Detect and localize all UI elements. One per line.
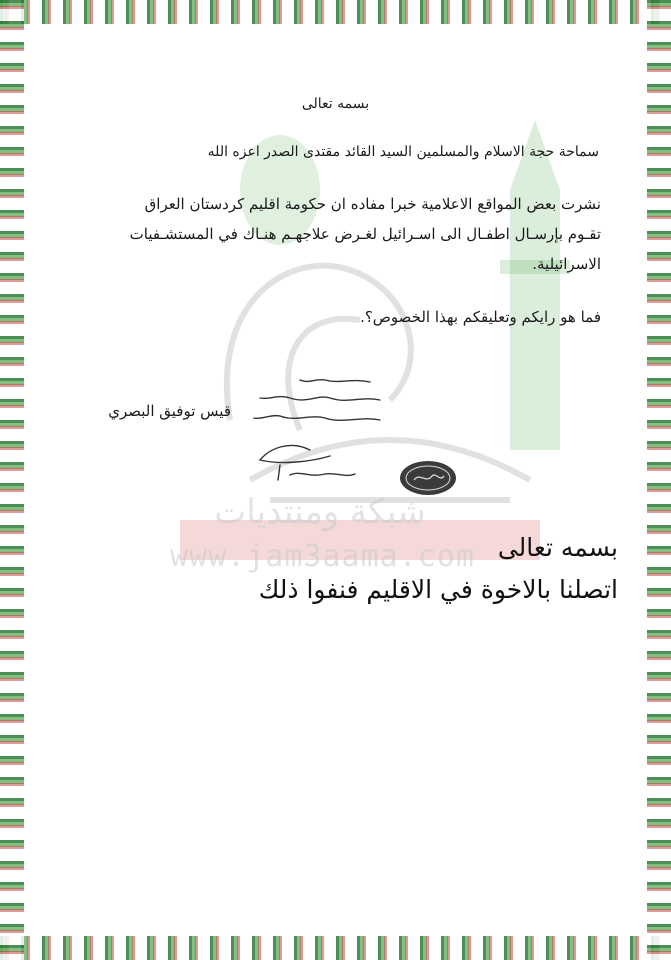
decorative-border-left	[0, 0, 24, 960]
answer-title: بسمه تعالى	[497, 533, 618, 562]
decorative-border-top	[0, 0, 671, 24]
watermark-network-text: شبكة ومنتديات	[214, 492, 426, 532]
letter-question: فما هو رايكم وتعليقكم بهذا الخصوص؟.	[360, 308, 601, 326]
letter-body-line: الاسرائيلية.	[532, 255, 601, 273]
letter-body-line: نشرت بعض المواقع الاعلامية خبرا مفاده ان حكومة اقليم كردستان العراق	[144, 195, 601, 213]
letter-basmala: بسمه تعالى	[301, 96, 370, 112]
decorative-border-bottom	[0, 936, 671, 960]
official-seal	[398, 458, 458, 498]
letter-salutation: سماحة حجة الاسلام والمسلمين السيد القائد مقتدى الصدر اعزه الله	[207, 144, 599, 160]
decorative-border-right	[647, 0, 671, 960]
answer-text: اتصلنا بالاخوة في الاقليم فنفوا ذلك	[258, 575, 618, 604]
handwritten-reply-signature	[230, 370, 390, 500]
letter-body-line: تقـوم بإرسـال اطفـال الى اسـرائيل لغـرض علاجهـم هنـاك في المستشـفيات	[129, 225, 601, 243]
watermark-site-url: www.jam3aama.com	[170, 539, 475, 574]
letter-body	[71, 189, 601, 279]
letter-sender: قيس توفيق البصري	[108, 402, 231, 420]
